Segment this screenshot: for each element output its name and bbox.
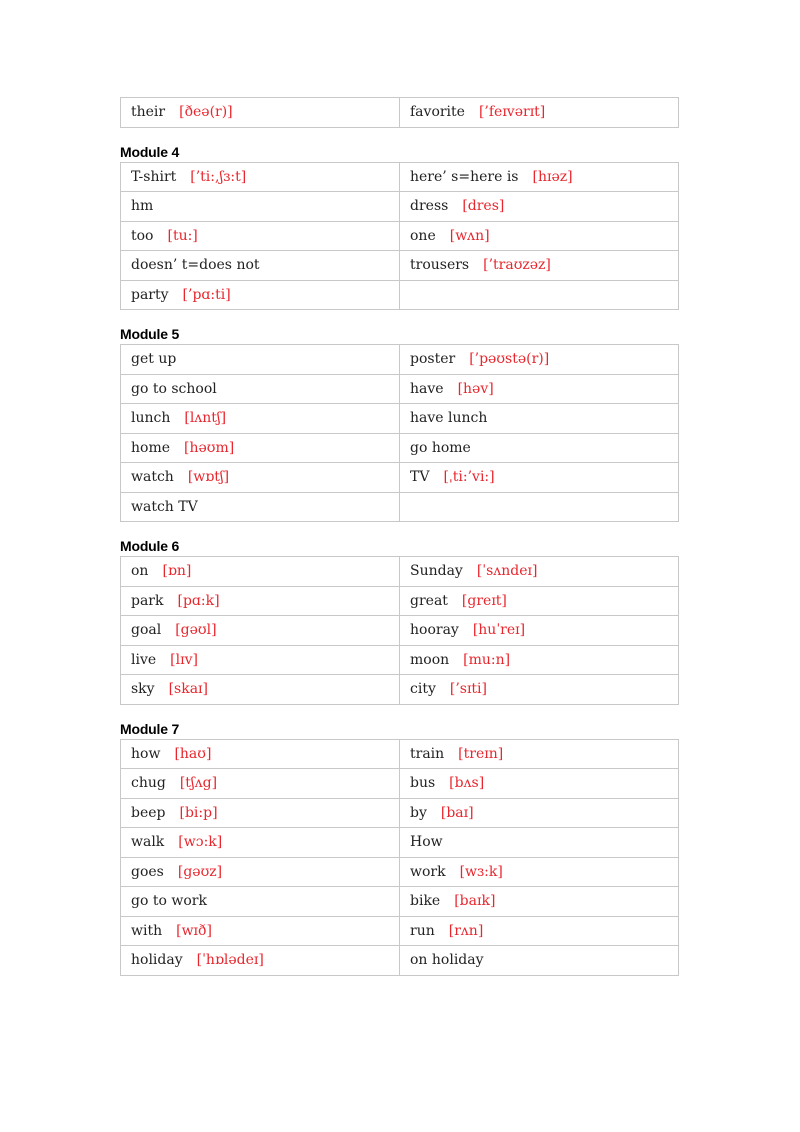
vocab-cell [121, 463, 400, 493]
vocabulary-table [120, 97, 679, 128]
table-row [121, 739, 679, 769]
vocab-word: one [410, 227, 436, 244]
vocab-word: T-shirt [131, 168, 177, 185]
table-row [121, 645, 679, 675]
phonetic-transcription: [wɪð] [176, 922, 212, 939]
table-row [121, 492, 679, 522]
vocab-cell [121, 828, 400, 858]
phonetic-transcription: [’ti:,ʃɜ:t] [190, 168, 247, 185]
vocab-cell [400, 98, 679, 128]
vocab-word: with [131, 922, 163, 939]
phonetic-transcription: [’sɪti] [449, 681, 487, 698]
vocab-word: how [131, 745, 161, 762]
vocab-cell [400, 798, 679, 828]
vocab-word: their [131, 104, 166, 121]
vocab-word: TV [410, 469, 430, 486]
vocab-cell [400, 374, 679, 404]
vocab-cell [121, 374, 400, 404]
table-row [121, 98, 679, 128]
vocab-word: dress [410, 198, 449, 215]
vocab-word: have lunch [410, 410, 488, 427]
vocab-word: beep [131, 804, 166, 821]
vocab-word: here’ s=here is [410, 168, 519, 185]
phonetic-transcription: [dres] [462, 198, 505, 215]
table-row [121, 586, 679, 616]
vocab-word: bus [410, 775, 436, 792]
vocab-word: get up [131, 351, 177, 368]
table-row [121, 828, 679, 858]
vocabulary-table [120, 344, 679, 522]
phonetic-transcription: [hɪəz] [532, 168, 573, 185]
vocab-word: live [131, 651, 157, 668]
table-row [121, 433, 679, 463]
phonetic-transcription: [bʌs] [449, 775, 485, 792]
vocab-cell [400, 221, 679, 251]
vocab-word: chug [131, 775, 166, 792]
table-row [121, 946, 679, 976]
table-row [121, 192, 679, 222]
vocab-cell [400, 280, 679, 310]
phonetic-transcription: [həv] [457, 380, 494, 397]
table-row [121, 916, 679, 946]
vocab-word: go to school [131, 380, 217, 397]
table-row [121, 221, 679, 251]
phonetic-transcription: [greɪt] [461, 592, 507, 609]
table-row [121, 463, 679, 493]
phonetic-transcription: [baɪk] [454, 893, 496, 910]
phonetic-transcription: [lʌntʃ] [184, 410, 227, 427]
phonetic-transcription: [haʊ] [174, 745, 212, 762]
vocab-cell [121, 798, 400, 828]
phonetic-transcription: [tʃʌg] [179, 775, 218, 792]
vocab-cell [121, 769, 400, 799]
vocab-cell [400, 828, 679, 858]
vocab-cell [121, 251, 400, 281]
table-row [121, 616, 679, 646]
vocab-cell [400, 463, 679, 493]
module-heading: Module 4 [120, 143, 180, 160]
phonetic-transcription: [skaɪ] [168, 681, 208, 698]
vocab-cell [400, 586, 679, 616]
vocab-word: home [131, 439, 171, 456]
phonetic-transcription: [pɑ:k] [177, 592, 220, 609]
vocabulary-table [120, 556, 679, 705]
vocab-cell [400, 433, 679, 463]
vocab-word: goes [131, 863, 164, 880]
vocab-cell [121, 433, 400, 463]
vocab-word: favorite [410, 104, 465, 121]
phonetic-transcription: [’pəʊstə(r)] [469, 351, 550, 368]
vocab-cell [400, 492, 679, 522]
vocab-cell [121, 645, 400, 675]
vocab-word: walk [131, 834, 165, 851]
vocab-word: watch TV [131, 498, 198, 515]
vocab-word: sky [131, 681, 155, 698]
vocab-word: trousers [410, 257, 470, 274]
phonetic-transcription: [ˈsʌndeɪ] [476, 563, 538, 580]
table-row [121, 798, 679, 828]
vocab-cell [400, 916, 679, 946]
phonetic-transcription: [’feɪvərɪt] [478, 104, 546, 121]
vocab-word: great [410, 592, 448, 609]
vocab-cell [121, 98, 400, 128]
vocab-cell [400, 887, 679, 917]
table-row [121, 374, 679, 404]
vocab-cell [400, 769, 679, 799]
phonetic-transcription: [gəʊl] [175, 622, 217, 639]
phonetic-transcription: [treɪn] [458, 745, 504, 762]
table-row [121, 404, 679, 434]
vocab-word: holiday [131, 952, 183, 969]
vocab-word: train [410, 745, 445, 762]
vocab-cell [400, 675, 679, 705]
phonetic-transcription: [mu:n] [463, 651, 511, 668]
vocab-word: have [410, 380, 444, 397]
vocab-word: goal [131, 622, 162, 639]
module-heading: Module 5 [120, 326, 180, 342]
phonetic-transcription: [ˈhɒlədeɪ] [196, 952, 264, 969]
vocab-word: How [410, 834, 443, 851]
table-row [121, 857, 679, 887]
vocab-cell [121, 492, 400, 522]
vocab-cell [400, 739, 679, 769]
vocab-cell [121, 345, 400, 375]
phonetic-transcription: [wʌn] [449, 227, 490, 244]
vocab-word: Sunday [410, 563, 463, 580]
vocab-word: hooray [410, 622, 459, 639]
vocab-cell [121, 280, 400, 310]
vocab-cell [400, 645, 679, 675]
phonetic-transcription: [wɔ:k] [178, 834, 223, 851]
vocab-cell [121, 739, 400, 769]
phonetic-transcription: [huˈreɪ] [472, 622, 526, 639]
vocab-cell [400, 345, 679, 375]
table-row [121, 675, 679, 705]
vocab-word: work [410, 863, 446, 880]
phonetic-transcription: [ˌti:’vi:] [443, 469, 495, 486]
phonetic-transcription: [’traʊzəz] [483, 257, 551, 274]
phonetic-transcription: [tu:] [167, 227, 198, 244]
phonetic-transcription: [gəʊz] [177, 863, 223, 880]
vocab-word: party [131, 286, 169, 303]
vocab-word: run [410, 922, 435, 939]
table-row [121, 162, 679, 192]
table-row [121, 557, 679, 587]
vocab-cell [121, 162, 400, 192]
vocab-word: doesn’ t=does not [131, 257, 260, 274]
vocab-word: hm [131, 198, 154, 215]
phonetic-transcription: [həʊm] [184, 439, 235, 456]
phonetic-transcription: [ðeə(r)] [179, 104, 233, 121]
phonetic-transcription: [wɒtʃ] [187, 469, 230, 486]
vocabulary-table [120, 162, 679, 311]
vocab-cell [400, 192, 679, 222]
vocab-cell [400, 857, 679, 887]
table-row [121, 251, 679, 281]
table-row [121, 769, 679, 799]
table-row [121, 345, 679, 375]
table-row [121, 887, 679, 917]
vocab-word: on [131, 563, 149, 580]
vocab-cell [400, 404, 679, 434]
vocab-cell [121, 946, 400, 976]
phonetic-transcription: [ɒn] [162, 563, 192, 580]
vocab-cell [400, 251, 679, 281]
vocab-word: city [410, 681, 436, 698]
vocab-cell [400, 616, 679, 646]
phonetic-transcription: [lɪv] [170, 651, 198, 668]
phonetic-transcription: [rʌn] [448, 922, 484, 939]
vocab-cell [121, 192, 400, 222]
vocab-cell [121, 675, 400, 705]
vocab-cell [121, 221, 400, 251]
vocab-word: go home [410, 439, 471, 456]
vocabulary-table [120, 739, 679, 976]
vocab-cell [121, 586, 400, 616]
phonetic-transcription: [’pɑ:ti] [182, 286, 231, 303]
module-heading: Module 7 [120, 720, 180, 737]
vocab-cell [121, 857, 400, 887]
vocab-cell [121, 887, 400, 917]
vocab-word: on holiday [410, 952, 484, 969]
vocab-cell [121, 616, 400, 646]
vocab-cell [400, 557, 679, 587]
vocabulary-page [120, 97, 679, 976]
phonetic-transcription: [baɪ] [440, 804, 474, 821]
phonetic-transcription: [bi:p] [179, 804, 218, 821]
vocab-cell [121, 557, 400, 587]
module-heading: Module 6 [120, 538, 180, 554]
vocab-word: poster [410, 351, 456, 368]
table-row [121, 280, 679, 310]
vocab-cell [400, 162, 679, 192]
vocab-cell [400, 946, 679, 976]
vocab-word: lunch [131, 410, 171, 427]
vocab-word: go to work [131, 893, 207, 910]
vocab-word: bike [410, 893, 441, 910]
phonetic-transcription: [wɜ:k] [459, 863, 503, 880]
vocab-word: watch [131, 469, 174, 486]
vocab-cell [121, 404, 400, 434]
vocab-word: park [131, 592, 164, 609]
vocab-word: by [410, 804, 427, 821]
vocab-cell [121, 916, 400, 946]
vocab-word: too [131, 227, 154, 244]
vocab-word: moon [410, 651, 450, 668]
